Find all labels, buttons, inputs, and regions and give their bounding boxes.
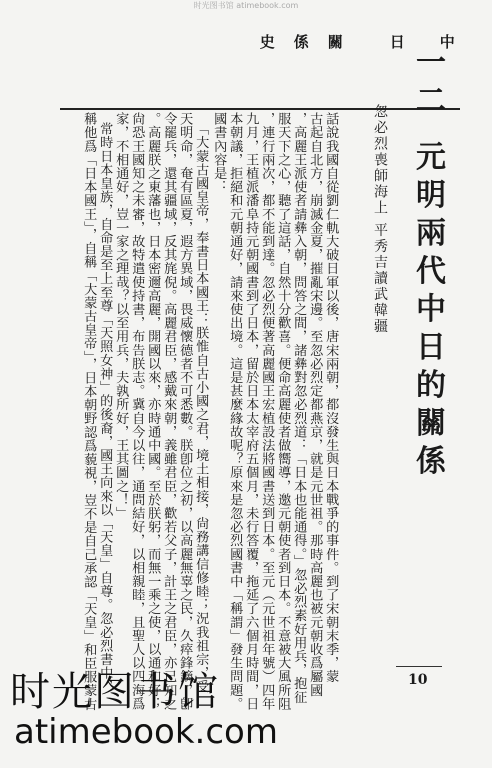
text-column-6: 九月，王植派潘阜持元朝國書到了日本，留於日本太宰府五個月，未行答覆，拖延了六個月時間，日 <box>243 112 259 711</box>
watermark-title: 时光图书馆 <box>10 669 220 715</box>
text-column-12: 。高麗朕之東藩也，日本密邇高麗，開國以來，亦時通中國。至於朕躬，而無一乘之使，以通和好； <box>145 112 161 711</box>
running-head-char-2: 日 <box>387 34 406 55</box>
text-column-16: 稱他爲「日本國王」，自稱「大蒙古皇帝」，日本朝野認爲藐視，豈不是自己承認「天皇」和臣服蒙古 <box>81 112 97 711</box>
running-head-char-3: 關 <box>325 34 344 55</box>
text-column-5: ，連行兩次，都不能到達。忽必烈便著高麗國王宏植設法將國書送到日本。至元（元世祖年號）四年 <box>259 112 275 711</box>
text-column-2: 古起自北方，崩滅金夏，摧亂宋邊。至忽必烈定都燕京，就是元世祖。那時高麗也被元朝收爲屬國 <box>307 112 323 697</box>
text-column-7: 本朝議，拒絕和元朝通好，請來使出境。這是甚麼緣故呢？原來是忽必烈國書中「稱謂」發生問題。 <box>227 112 243 711</box>
article-title: 一二 元明兩代中日的關係 <box>410 46 445 483</box>
running-head-char-1: 中 <box>437 34 456 55</box>
text-column-3: ，高麗王派使者請彝入朝，問答之間，諸彝對忽必烈道：「日本也能通得。」忽必烈素好用兵，抱征 <box>291 112 307 704</box>
running-head-char-5: 史 <box>257 34 276 55</box>
text-column-9: 「大蒙古國皇帝，奉書日本國王：朕惟自古小國之君，境土相接，尙務講信修睦；況我祖宗，受 <box>193 122 209 694</box>
watermark-url: atimebook.com <box>14 712 278 752</box>
page-number-rule <box>396 666 442 667</box>
page-number: 10 <box>408 672 428 688</box>
article-subtitle: 忽必烈喪師海上 平秀吉讀武韓疆 <box>372 104 388 335</box>
text-column-1: 話說我國自從劉仁軌大破日軍以後，唐宋兩朝，都沒發生與日本戰爭的事件。到了宋朝末季，蒙 <box>323 112 339 684</box>
text-column-13: 尙恐王國知之未審，故特遣使持書，布告朕志。冀自今以往，通問結好，以相親睦，且聖人以四海爲 <box>129 112 145 711</box>
header-rule <box>60 108 460 110</box>
text-column-15: 常時日本皇族，自命是至上至尊「天照女神」的後裔，國王向來以「天皇」自尊。忽必烈書中， <box>97 122 113 694</box>
text-column-11: 令罷兵，還其疆域，反其旄倪。高麗君臣，感戴來朝，義雖君臣，歡若父子，計王之君臣，亦已知之 <box>161 112 177 711</box>
top-watermark: 时光图书馆 atimebook.com <box>193 1 299 10</box>
text-column-14: 家，不相通好，豈一家之理哉？以至用兵，夫孰所好，王其圖之！」 <box>113 112 129 520</box>
text-column-10: 天明命，奄有區夏，遐方異域，畏威懷德者不可悉數。朕卽位之初，以高麗無辜之民，久瘁鋒鏑，卽 <box>177 112 193 711</box>
text-column-4: 服天下之心，聽了這話，自然十分歡喜。便命高麗使者做嚮導，邀元朝使者到日本。不意被大風所阻 <box>275 112 291 711</box>
text-column-8: 國書內容是： <box>211 112 227 194</box>
running-head-char-4: 係 <box>291 34 310 55</box>
